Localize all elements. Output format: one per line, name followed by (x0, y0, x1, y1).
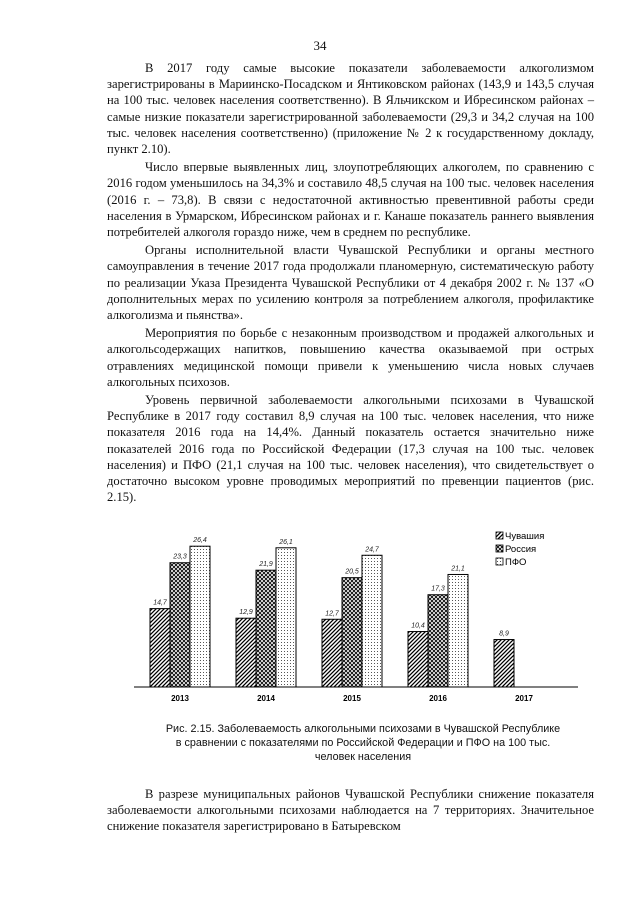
paragraph-3: Органы исполнительной власти Чувашской Республики и органы местного самоуправления в течение 2017 года продолжали планомерную, систематическую работу по реализации Указа Президента Чувашской Республики от 4 декабря 2002 г. № 137 «О дополнительных мерах по усилению контроля за потреблением алкоголя, профилактике алкоголизма и пьянства». (107, 243, 594, 323)
data-label: 26,1 (279, 538, 293, 546)
x-tick-label: 2016 (429, 694, 447, 703)
bar-ПФО-2014 (276, 548, 296, 687)
legend-swatch (496, 532, 503, 539)
body-text (107, 60, 594, 507)
figure-chart (128, 525, 598, 715)
data-label: 26,4 (193, 537, 207, 545)
paragraph-6: В разрезе муниципальных районов Чувашской Республики снижение показателя заболеваемости алкогольными психозами наблюдается на 7 территориях. Значительное снижение показателя зарегистрировано в Батыревском (107, 787, 594, 834)
bar-Чувашия-2016 (408, 632, 428, 687)
paragraph-4: Мероприятия по борьбе с незаконным производством и продажей алкогольных и алкогольсодержащих напитков, повышению качества оказываемой при острых отравлениях медицинской помощи привели к уменьшению числа новых случаев алкогольных психозов. (107, 326, 594, 389)
data-label: 14,7 (153, 599, 167, 607)
data-label: 21,1 (451, 565, 465, 573)
bar-Россия-2014 (256, 570, 276, 687)
legend-swatch (496, 558, 503, 565)
bar-Чувашия-2013 (150, 609, 170, 687)
data-label: 12,7 (325, 610, 339, 618)
tail-text (107, 786, 594, 835)
legend-entry: Чувашия (505, 531, 545, 542)
bar-Чувашия-2015 (322, 619, 342, 687)
legend-entry: ПФО (505, 557, 527, 568)
data-label: 20,5 (345, 568, 359, 576)
bar-Россия-2015 (342, 578, 362, 687)
paragraph-2: Число впервые выявленных лиц, злоупотребляющих алкоголем, по сравнению с 2016 годом уменьшилось на 34,3% и составило 48,5 случая на 100 тыс. человек населения (2016 г. – 73,8). В связи с недостаточной активностью превентивной работы среди населения в Урмарском, Ибресинском районах и г. Канаше показатель раннего выявления потребителей алкоголя гораздо ниже, чем в среднем по республике. (107, 160, 594, 240)
legend-entry: Россия (505, 544, 537, 555)
page-number: 34 (313, 38, 327, 53)
data-label: 23,3 (173, 553, 187, 561)
x-tick-label: 2014 (257, 694, 275, 703)
bar-ПФО-2016 (448, 574, 468, 687)
data-label: 17,3 (431, 585, 445, 593)
bar-Чувашия-2014 (236, 618, 256, 687)
bar-Россия-2013 (170, 563, 190, 687)
x-tick-label: 2017 (515, 694, 533, 703)
data-label: 21,9 (259, 561, 273, 569)
caption-line-2: в сравнении с показателями по Российской Федерации и ПФО на 100 тыс. (175, 737, 551, 749)
data-label: 8,9 (499, 630, 509, 638)
x-tick-label: 2013 (171, 694, 189, 703)
paragraph-1: В 2017 году самые высокие показатели заболеваемости алкоголизмом зарегистрированы в Мариинско-Посадском и Янтиковском районах (143,9 и 143,5 случая на 100 тыс. человек населения соответственно). В Яльчикском и Ибресинском районах – самые низкие показатели зарегистрированной заболеваемости (29,3 и 34,2 случая на 100 тыс. человек населения соответственно) (приложение № 2 к государственному докладу, пункт 2.10). (107, 61, 594, 157)
bar-Россия-2016 (428, 595, 448, 687)
figure-caption (128, 722, 598, 764)
caption-line-1: Рис. 2.15. Заболеваемость алкогольными психозами в Чувашской Республике (165, 723, 561, 735)
legend-swatch (496, 545, 503, 552)
bar-chart (128, 525, 598, 715)
bar-Чувашия-2017 (494, 640, 514, 687)
x-tick-label: 2015 (343, 694, 361, 703)
bar-ПФО-2013 (190, 546, 210, 687)
data-label: 10,4 (411, 622, 425, 630)
data-label: 12,9 (239, 609, 253, 617)
data-label: 24,7 (365, 546, 379, 554)
paragraph-5: Уровень первичной заболеваемости алкогольными психозами в Чувашской Республике в 2017 году составил 8,9 случая на 100 тыс. человек населения, что ниже показателя 2016 года на 14,4%. Данный показатель остается значительно ниже показателей 2016 года по Российской Федерации (17,3 случая на 100 тыс. человек населения) и ПФО (21,1 случая на 100 тыс. человек населения), что свидетельствует о достаточно высоком уровне проводимых мероприятий по превенции пациентов (рис. 2.15). (107, 393, 594, 505)
legend (496, 531, 544, 568)
bar-ПФО-2015 (362, 555, 382, 687)
caption-line-3: человек населения (314, 751, 412, 763)
